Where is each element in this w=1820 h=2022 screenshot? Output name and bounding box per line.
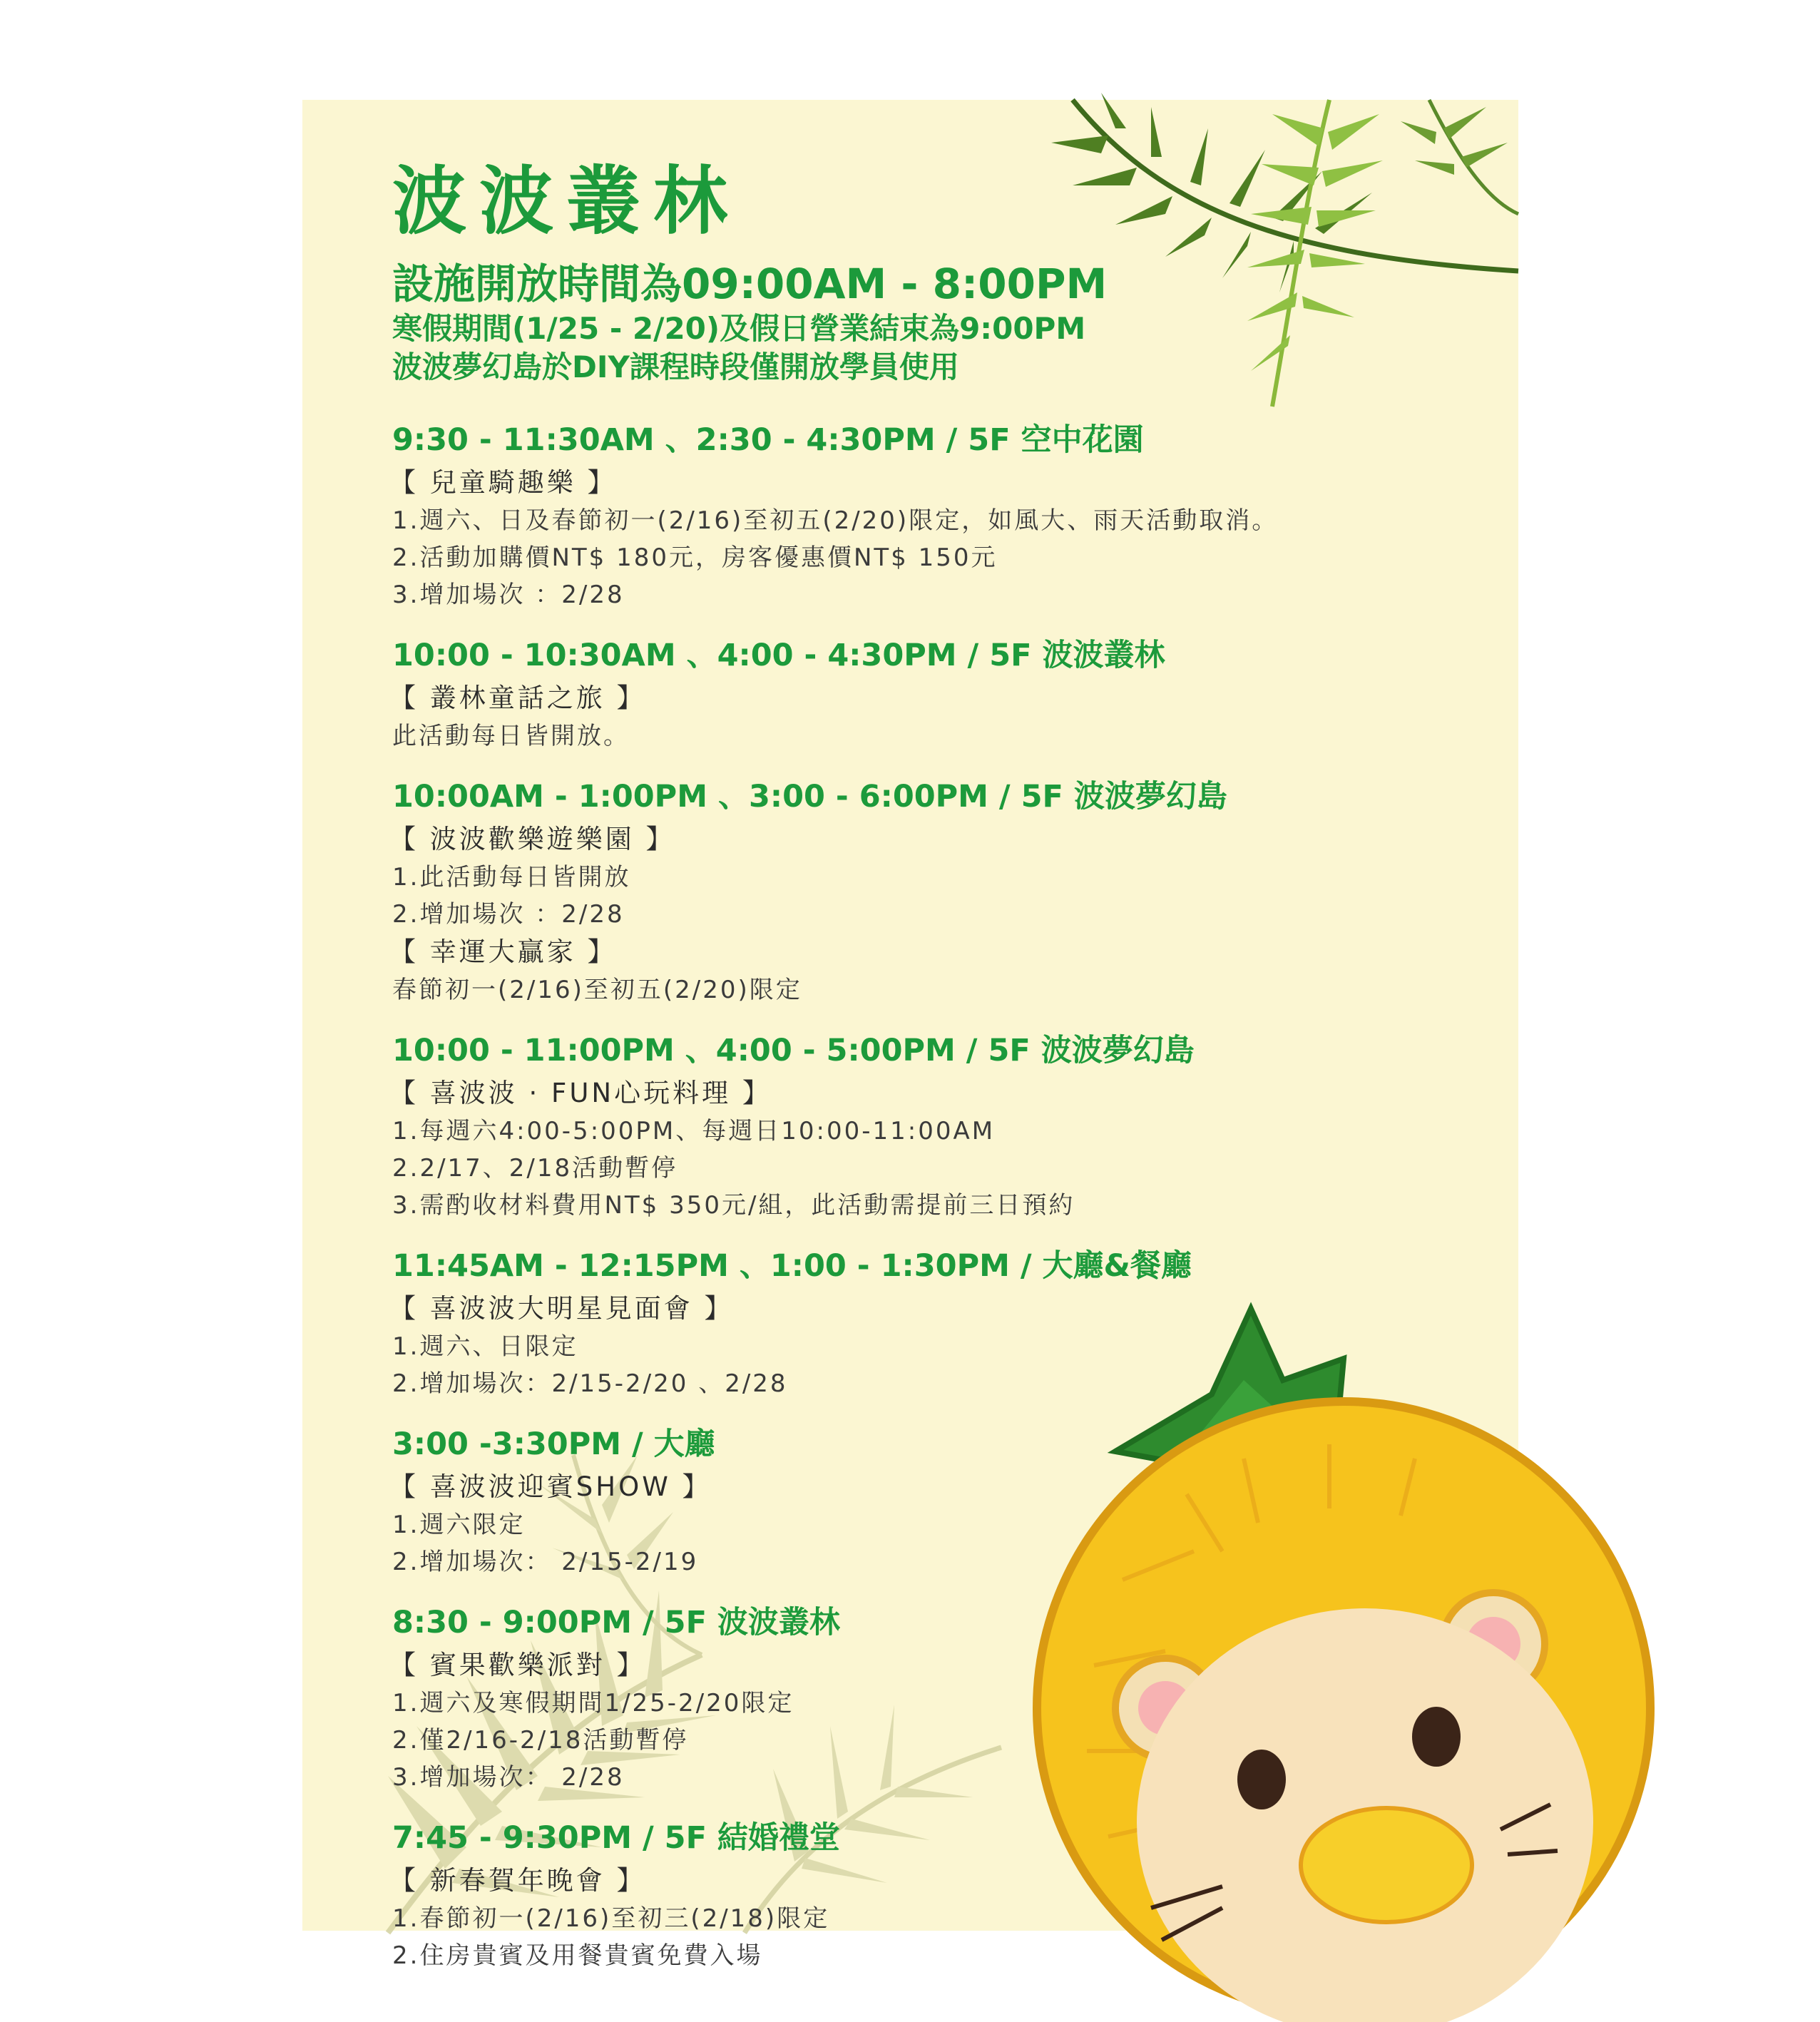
activity-title: 【 新春賀年晚會 】 [389, 1865, 646, 1896]
section-time-heading: 8:30 - 9:00PM / 5F 波波叢林 [392, 1605, 840, 1640]
activity-note: 2.住房貴賓及用餐貴賓免費入場 [392, 1941, 763, 1970]
activity-note: 1.春節初一(2/16)至初三(2/18)限定 [392, 1904, 830, 1933]
schedule-section [389, 419, 1505, 613]
activity-title: 【 喜波波 · FUN心玩料理 】 [389, 1078, 772, 1108]
schedule-content [389, 157, 1505, 1974]
activity-title: 【 喜波波迎賓SHOW 】 [389, 1471, 712, 1502]
winter-break-hours-line: 寒假期間(1/25 - 2/20)及假日營業結束為9:00PM [392, 311, 1086, 346]
diy-notice-line: 波波夢幻島於DIY課程時段僅開放學員使用 [392, 349, 959, 384]
section-time-heading: 3:00 -3:30PM / 大廳 [392, 1426, 715, 1462]
schedule-section [389, 1030, 1505, 1224]
activity-note: 2.2/17、2/18活動暫停 [392, 1154, 678, 1183]
activity-note: 2.僅2/16-2/18活動暫停 [392, 1726, 689, 1755]
section-time-heading: 9:30 - 11:30AM 、2:30 - 4:30PM / 5F 空中花園 [392, 422, 1144, 458]
opening-hours [392, 258, 1505, 387]
activity-title: 【 波波歡樂遊樂園 】 [389, 824, 675, 854]
activity-title: 【 喜波波大明星見面會 】 [389, 1293, 734, 1324]
page-title: 波波叢林 [392, 158, 741, 245]
activity-note: 3.增加場次 ：2/28 [392, 581, 625, 609]
section-time-heading: 11:45AM - 12:15PM 、1:00 - 1:30PM / 大廳&餐廳 [392, 1248, 1192, 1284]
schedule-section [389, 1245, 1505, 1402]
activity-note: 1.週六限定 [392, 1511, 526, 1539]
activity-title: 【 幸運大贏家 】 [389, 936, 617, 967]
schedule-section [389, 776, 1505, 1009]
activity-title: 【 兒童騎趣樂 】 [389, 467, 617, 498]
activity-note: 2.增加場次：2/15-2/20 、2/28 [392, 1369, 788, 1398]
activity-note: 2.增加場次 ：2/28 [392, 900, 625, 929]
schedule-section [389, 635, 1505, 755]
schedule-section [389, 1602, 1505, 1796]
activity-note: 春節初一(2/16)至初五(2/20)限定 [392, 976, 802, 1004]
activity-note: 1.此活動每日皆開放 [392, 863, 631, 892]
section-time-heading: 10:00 - 10:30AM 、4:00 - 4:30PM / 5F 波波叢林 [392, 638, 1165, 673]
section-time-heading: 7:45 - 9:30PM / 5F 結婚禮堂 [392, 1820, 840, 1856]
section-time-heading: 10:00AM - 1:00PM 、3:00 - 6:00PM / 5F 波波夢幻島 [392, 779, 1227, 815]
section-time-heading: 10:00 - 11:00PM 、4:00 - 5:00PM / 5F 波波夢幻島 [392, 1033, 1195, 1068]
activity-note: 1.週六、日及春節初一(2/16)至初五(2/20)限定，如風大、雨天活動取消。 [392, 506, 1279, 535]
activity-title: 【 叢林童話之旅 】 [389, 683, 646, 713]
activity-note: 2.活動加購價NT$ 180元，房客優惠價NT$ 150元 [392, 543, 998, 572]
activity-note: 3.需酌收材料費用NT$ 350元/組，此活動需提前三日預約 [392, 1191, 1075, 1220]
activity-note: 1.週六、日限定 [392, 1332, 578, 1361]
activity-title: 【 賓果歡樂派對 】 [389, 1650, 646, 1680]
schedule-section [389, 1424, 1505, 1581]
activity-note: 3.增加場次： 2/28 [392, 1763, 625, 1792]
activity-note: 1.週六及寒假期間1/25-2/20限定 [392, 1689, 794, 1717]
activity-note: 此活動每日皆開放。 [392, 722, 630, 750]
activity-note: 2.增加場次： 2/15-2/19 [392, 1548, 699, 1576]
opening-hours-line: 設施開放時間為09:00AM - 8:00PM [392, 260, 1108, 308]
poster [302, 100, 1518, 1970]
activity-note: 1.每週六4:00-5:00PM、每週日10:00-11:00AM [392, 1117, 996, 1145]
schedule-section [389, 1817, 1505, 1974]
